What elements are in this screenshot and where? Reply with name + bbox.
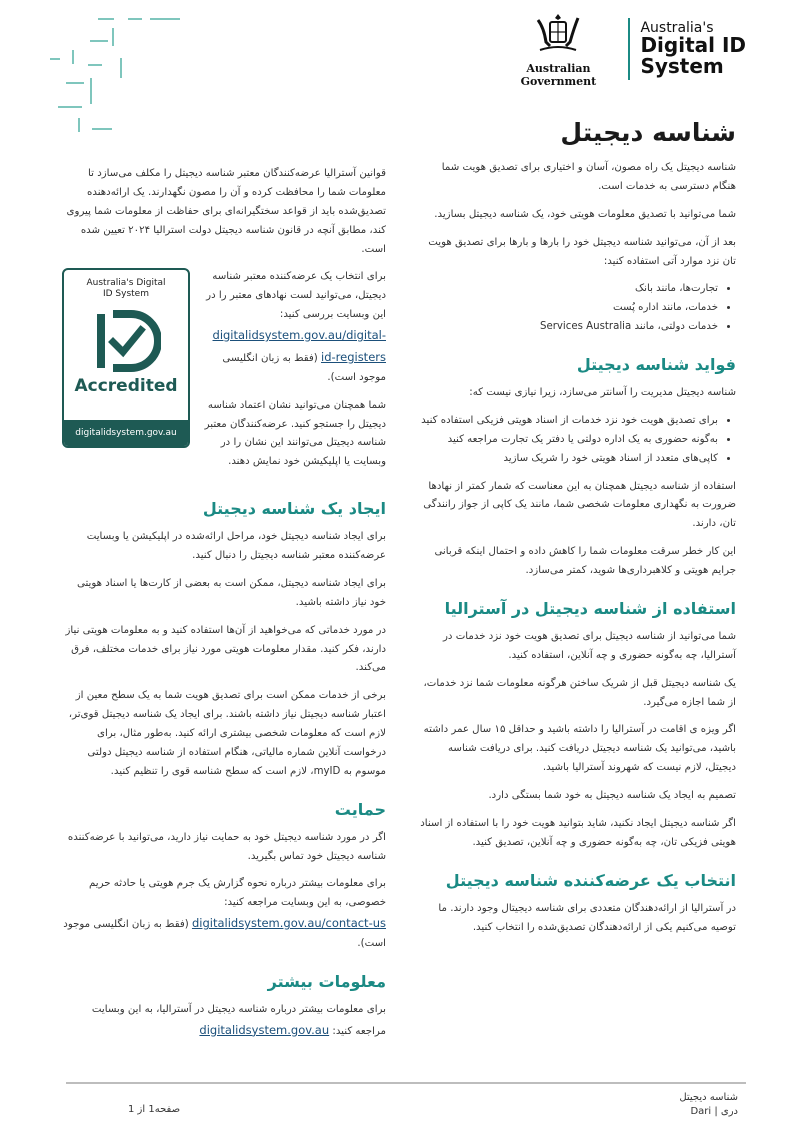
footer-divider bbox=[66, 1082, 746, 1084]
intro-paragraph: شناسه دیجیتل یک راه مصون، آسان و اختیاری برای تصدیق هویت شما هنگام دسترسی به خدمات است. bbox=[441, 162, 736, 192]
intro-paragraph: شما می‌توانید با تصدیق معلومات هویتی خود، یک شناسه دیجیتل بسازید. bbox=[434, 208, 736, 220]
intro-paragraph: بعد از آن، می‌توانید شناسه دیجیتل خود را بارها و بارها برای تصدیق هویت تان نزد موارد آتی استفاده کنید: bbox=[428, 236, 736, 267]
footer-page-number: صفحه1 از 1 bbox=[128, 1104, 181, 1115]
list-item: • به‌گونه حضوری به یک اداره دولتی یا دفتر یک تجارت مراجعه کنید bbox=[418, 431, 718, 450]
usage-paragraph: اگر شناسه دیجیتل ایجاد نکنید، شاید بتوانید هویت خود را با استفاده از اسناد هویتی فزیکی تان، چه به‌گونه حضوری و چه آنلاین، تصدیق کنید. bbox=[420, 817, 736, 848]
support-paragraph: اگر در مورد شناسه دیجیتل خود به حمایت نیاز دارید، می‌توانید با عرضه‌کننده شناسه دیجیتل خود تماس بگیرید. bbox=[67, 831, 386, 862]
registers-intro: برای انتخاب یک عرضه‌کننده معتبر شناسه دیجیتل، می‌توانید لست نهادهای معتبر را در این وبسایت بررسی کنید: bbox=[206, 271, 386, 321]
website-link[interactable]: digitalidsystem.gov.au bbox=[199, 1022, 330, 1037]
list-item: • برای تصدیق هویت خود نزد خدمات از اسناد هویتی فزیکی استفاده کنید bbox=[418, 412, 718, 431]
government-name: Australian Government bbox=[520, 62, 597, 88]
create-paragraph: در مورد خدماتی که می‌خواهید از آن‌ها استفاده کنید و به معلومات هویتی نیاز دارند، فکر کنید. مقدار معلومات هویتی مورد نیاز برای خدمات مختلف، فرق می‌کند. bbox=[65, 624, 386, 674]
create-paragraph: برای ایجاد شناسه دیجیتل خود، مراحل ارائه‌شده در اپلیکیشن یا وبسایت عرضه‌کننده معتبر شناسه دیجیتل را دنبال کنید. bbox=[86, 531, 386, 561]
benefits-paragraph: این کار خطر سرقت معلومات شما را کاهش داده و احتمال اینکه قربانی جرایم هویتی و کلاهبرداری‌ها شوید، کمتر می‌سازد. bbox=[434, 546, 736, 576]
usage-heading: استفاده از شناسه دیجیتل در آسترالیا bbox=[444, 598, 736, 618]
accredited-badge bbox=[62, 268, 190, 448]
registers-link[interactable]: digitalidsystem.gov.au/digital-id-registers bbox=[212, 328, 386, 364]
usage-paragraph: اگر ویزه ی اقامت در آسترالیا را داشته باشید و حداقل ۱۵ سال عمر داشته باشید، می‌توانید یک شناسه دیجیتل دریافت کنید. برای دریافت شناسه دیجیتل، لازم نیست که شهروند آسترالیا باشید. bbox=[423, 724, 736, 774]
header-decoration bbox=[50, 18, 190, 138]
badge-footer-url: digitalidsystem.gov.au bbox=[64, 420, 188, 446]
brand-line-1: Australia's bbox=[640, 19, 714, 36]
support-suffix: (فقط به زبان انگلیسی موجود است). bbox=[63, 919, 386, 949]
brand-line-3: System bbox=[640, 54, 724, 79]
coat-of-arms-icon bbox=[530, 10, 586, 56]
benefits-list bbox=[418, 412, 736, 469]
list-item: • خدمات، مانند اداره پُست bbox=[418, 299, 718, 318]
choose-heading: انتخاب یک عرضه‌کننده شناسه دیجیتل bbox=[445, 870, 736, 890]
digital-id-check-icon bbox=[91, 308, 161, 374]
create-heading: ایجاد یک شناسه دیجیتل bbox=[202, 499, 386, 519]
left-column bbox=[62, 165, 386, 1051]
header-divider bbox=[628, 18, 630, 80]
usage-paragraph: شما می‌توانید از شناسه دیجیتل برای تصدیق هویت خود نزد خدمات در آسترالیا، چه به‌گونه حضوری و چه آنلاین، استفاده کنید. bbox=[443, 630, 736, 661]
accreditation-text bbox=[202, 268, 386, 481]
accreditation-block bbox=[62, 268, 386, 481]
create-paragraph: برای ایجاد شناسه دیجیتل، ممکن است به بعضی از کارت‌ها یا اسناد هویتی خود نیاز داشته باشید. bbox=[76, 577, 386, 608]
choose-paragraph: در آسترالیا از ارائه‌دهندگان متعددی برای شناسه دیجیتال وجود دارند. ما توصیه می‌کنیم یکی از ارائه‌دهندگان تصدیق‌شده را انتخاب کنید. bbox=[438, 902, 736, 933]
right-column bbox=[418, 118, 736, 946]
brand-line-2: Digital ID bbox=[640, 33, 746, 58]
badge-accredited-label: Accredited bbox=[74, 375, 178, 396]
create-paragraph: برخی از خدمات ممکن است برای تصدیق هویت شما به یک سطح معین از اعتبار شناسه دیجیتل نیاز داشته باشند. برای ایجاد یک شناسه دیجیتل قوی‌تر، لازم است که معلومات شخصی بیشتری ارائه کنید. به‌طور مثال، برای درخواست آنلاین شماره مالیاتی، هنگام استفاده از شناسه دیجیتل دولتی موسوم به myID، لازم است که سطح شناسه قوی را تنظیم کنید. bbox=[68, 690, 386, 777]
list-item: • کاپی‌های متعدد از اسناد هویتی خود را شریک سازید bbox=[418, 450, 718, 469]
list-item: • تجارت‌ها، مانند بانک bbox=[418, 280, 718, 299]
accreditation-paragraph: قوانین آسترالیا عرضه‌کنندگان معتبر شناسه دیجیتل را مکلف می‌سازد تا معلومات شما را محافظت کرده و آن را مصون نگهدارند. یک ارائه‌دهنده تصدیق‌شده باید از قواعد سختگیرانه‌ای برای حفاظت از معلومات شما پیروی کند، مطابق آنچه در قانون شناسه دیجیتل دولت استرالیا ۲۰۲۴ تعیین شده است. bbox=[66, 168, 386, 255]
benefits-paragraph: استفاده از شناسه دیجیتل همچنان به این معناست که شمار کمتر از نهادها ضرورت به نگهداری معلومات شخصی شما، مانند یک کاپی از جواز رانندگی تان، دارند. bbox=[423, 480, 736, 530]
usage-paragraph: تصمیم به ایجاد یک شناسه دیجیتل به خود شما بستگی دارد. bbox=[488, 790, 736, 801]
badge-title-line-1: Australia's Digital bbox=[86, 278, 166, 289]
government-logo bbox=[498, 10, 618, 88]
support-paragraph bbox=[62, 875, 386, 954]
benefits-paragraph: شناسه دیجیتل مدیریت را آسانتر می‌سازد، زیرا نیازی نیست که: bbox=[469, 387, 736, 398]
benefits-heading: فواید شناسه دیجیتل bbox=[576, 355, 736, 374]
footer-doc-title: شناسه دیجیتل bbox=[679, 1092, 738, 1103]
intro-list bbox=[418, 280, 736, 337]
footer-language: Dari | دری bbox=[690, 1106, 738, 1117]
list-item: • خدمات دولتی، مانند Services Australia bbox=[418, 318, 718, 337]
digital-id-brand bbox=[640, 21, 746, 78]
usage-paragraph: یک شناسه دیجیتل قبل از شریک ساختن هرگونه معلومات شما نزد خدمات، از شما اجازه می‌گیرد. bbox=[423, 677, 736, 708]
header-logos bbox=[498, 14, 746, 88]
more-info-text: برای معلومات بیشتر درباره شناسه دیجیتل در آسترالیا، به این وبسایت مراجعه کنید: bbox=[91, 1003, 386, 1037]
support-heading: حمایت bbox=[334, 799, 386, 819]
support-intro: برای معلومات بیشتر درباره نحوه گزارش یک جرم هویتی یا حادثه حریم خصوصی، به این وبسایت مراجعه کنید: bbox=[89, 878, 386, 909]
badge-title-line-2: ID System bbox=[102, 289, 149, 300]
contact-us-link[interactable]: digitalidsystem.gov.au/contact-us bbox=[191, 916, 386, 931]
more-info-paragraph bbox=[62, 1001, 386, 1042]
trust-mark-paragraph: شما همچنان می‌توانید نشان اعتماد شناسه دیجیتل را جستجو کنید. عرضه‌کنندگان معتبر شناسه دیجیتل می‌توانند این نشان را در وبسایت یا اپلیکیشن خود نمایش دهند. bbox=[204, 399, 386, 468]
registers-suffix: (فقط به زبان انگلیسی موجود است). bbox=[222, 352, 386, 383]
more-info-heading: معلومات بیشتر bbox=[267, 971, 386, 991]
page-title: شناسه دیجیتل bbox=[560, 118, 736, 147]
